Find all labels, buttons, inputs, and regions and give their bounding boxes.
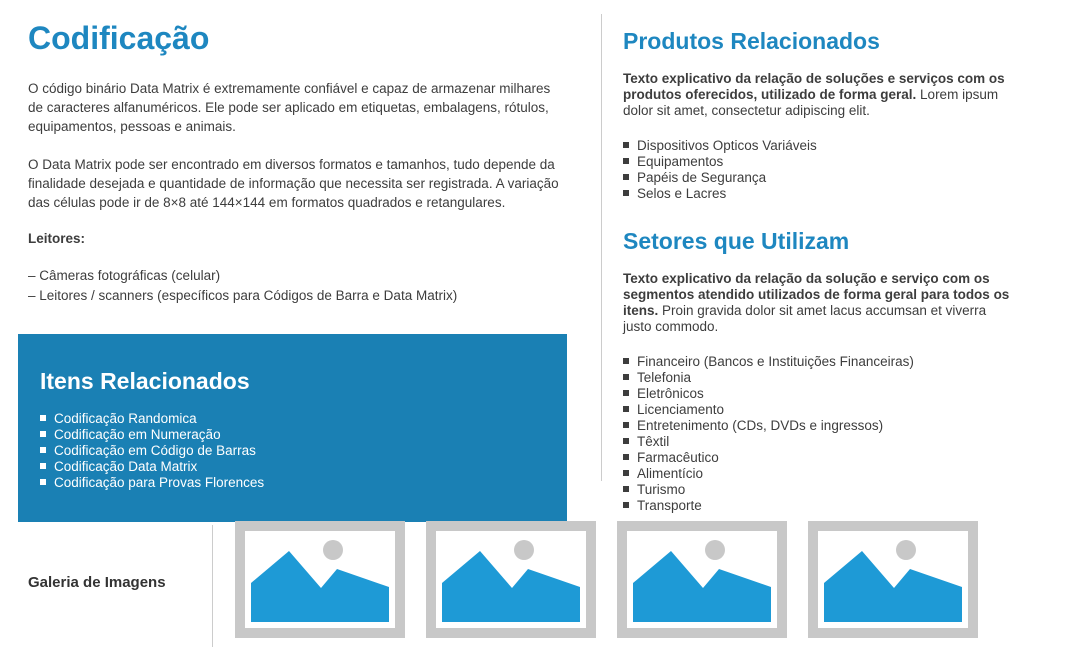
list-item	[623, 138, 1018, 154]
sectors-list	[623, 354, 1018, 514]
list-item-label: Farmacêutico	[637, 450, 719, 465]
list-item-label: Eletrônicos	[637, 386, 704, 401]
related-item-label: Codificação Data Matrix	[54, 459, 198, 474]
list-item-label: Dispositivos Opticos Variáveis	[637, 138, 817, 153]
square-bullet-icon	[623, 406, 629, 412]
list-item-label: Telefonia	[637, 370, 692, 385]
list-item	[623, 154, 1018, 170]
related-item-label: Codificação em Código de Barras	[54, 443, 256, 458]
list-item	[623, 186, 1018, 202]
related-item-label: Codificação em Numeração	[54, 427, 221, 442]
square-bullet-icon	[623, 454, 629, 460]
list-item-label: Equipamentos	[637, 154, 724, 169]
square-bullet-icon	[623, 390, 629, 396]
square-bullet-icon	[623, 470, 629, 476]
list-item	[623, 402, 1018, 418]
list-item-label: Transporte	[637, 498, 702, 513]
list-item	[623, 386, 1018, 402]
sectors-title: Setores que Utilizam	[623, 228, 850, 254]
list-item-label: Selos e Lacres	[637, 186, 727, 201]
related-item-label: Codificação para Provas Florences	[54, 475, 265, 490]
list-item: – Leitores / scanners (específicos para Códigos de Barra e Data Matrix)	[28, 288, 458, 303]
related-item-link[interactable]	[40, 411, 543, 427]
list-item-label: Têxtil	[637, 434, 670, 449]
main-content-column	[18, 20, 567, 522]
square-bullet-icon	[623, 438, 629, 444]
square-bullet-icon	[623, 158, 629, 164]
readers-label: Leitores:	[28, 231, 86, 246]
image-placeholder-icon	[436, 531, 586, 628]
image-gallery	[235, 521, 978, 638]
list-item	[623, 450, 1018, 466]
gallery-divider	[212, 525, 213, 647]
list-item	[623, 466, 1018, 482]
related-item-label: Codificação Randomica	[54, 411, 197, 426]
related-item-link[interactable]	[40, 443, 543, 459]
sidebar-column	[623, 28, 1018, 540]
page-title: Codificação	[28, 20, 210, 56]
list-item-label: Financeiro (Bancos e Instituições Financeiras)	[637, 354, 914, 369]
related-products-title: Produtos Relacionados	[623, 28, 880, 54]
related-item-link[interactable]	[40, 475, 543, 491]
list-item-label: Papéis de Segurança	[637, 170, 767, 185]
list-item	[623, 434, 1018, 450]
list-item-label: Alimentício	[637, 466, 704, 481]
square-bullet-icon	[623, 486, 629, 492]
gallery-image-placeholder[interactable]	[426, 521, 596, 638]
related-products-list	[623, 138, 1018, 202]
list-item	[623, 498, 1018, 514]
related-item-link[interactable]	[40, 427, 543, 443]
related-products-lead	[623, 71, 1018, 119]
square-bullet-icon	[40, 463, 46, 469]
intro-paragraph-1: O código binário Data Matrix é extremamente confiável e capaz de armazenar milhares de caracteres alfanuméricos. Ele pode ser aplicado em etiquetas, embalagens, rótulos, equipamentos, pessoas e animais.	[28, 81, 551, 134]
readers-list	[28, 266, 567, 306]
image-placeholder-icon	[818, 531, 968, 628]
gallery-label: Galeria de Imagens	[28, 574, 166, 591]
list-item-label: Licenciamento	[637, 402, 725, 417]
lead-bold-text: Texto explicativo da relação de soluções e serviços com os produtos oferecidos, utilizado de forma geral.	[623, 71, 1005, 102]
related-items-title: Itens Relacionados	[40, 368, 250, 394]
list-item	[623, 418, 1018, 434]
gallery-image-placeholder[interactable]	[617, 521, 787, 638]
list-item	[623, 354, 1018, 370]
square-bullet-icon	[623, 190, 629, 196]
square-bullet-icon	[623, 502, 629, 508]
list-item	[623, 482, 1018, 498]
lead-regular-text: Proin gravida dolor sit amet lacus accumsan et viverra justo commodo.	[623, 303, 987, 334]
square-bullet-icon	[623, 422, 629, 428]
square-bullet-icon	[40, 447, 46, 453]
image-placeholder-icon	[245, 531, 395, 628]
intro-paragraph-2: O Data Matrix pode ser encontrado em diversos formatos e tamanhos, tudo depende da finalidade desejada e quantidade de informação que necessita ser registrada. A variação das células pode ir de 8×8 até 144×144 em formatos quadrados e retangulares.	[28, 157, 559, 210]
square-bullet-icon	[40, 431, 46, 437]
list-item	[623, 370, 1018, 386]
related-item-link[interactable]	[40, 459, 543, 475]
related-items-box	[18, 334, 567, 522]
square-bullet-icon	[623, 142, 629, 148]
column-divider	[601, 14, 602, 481]
square-bullet-icon	[623, 174, 629, 180]
square-bullet-icon	[40, 479, 46, 485]
lead-bold-text: Texto explicativo da relação da solução e serviço com os segmentos atendido utilizados de forma geral para todos os itens.	[623, 271, 1010, 318]
square-bullet-icon	[623, 374, 629, 380]
sectors-lead	[623, 271, 1018, 335]
image-placeholder-icon	[627, 531, 777, 628]
list-item: – Câmeras fotográficas (celular)	[28, 268, 221, 283]
square-bullet-icon	[40, 415, 46, 421]
list-item-label: Entretenimento (CDs, DVDs e ingressos)	[637, 418, 884, 433]
gallery-image-placeholder[interactable]	[808, 521, 978, 638]
lead-regular-text: Lorem ipsum dolor sit amet, consectetur adipiscing elit.	[623, 87, 999, 118]
gallery-image-placeholder[interactable]	[235, 521, 405, 638]
list-item-label: Turismo	[637, 482, 686, 497]
list-item	[623, 170, 1018, 186]
related-items-list	[40, 411, 543, 491]
square-bullet-icon	[623, 358, 629, 364]
